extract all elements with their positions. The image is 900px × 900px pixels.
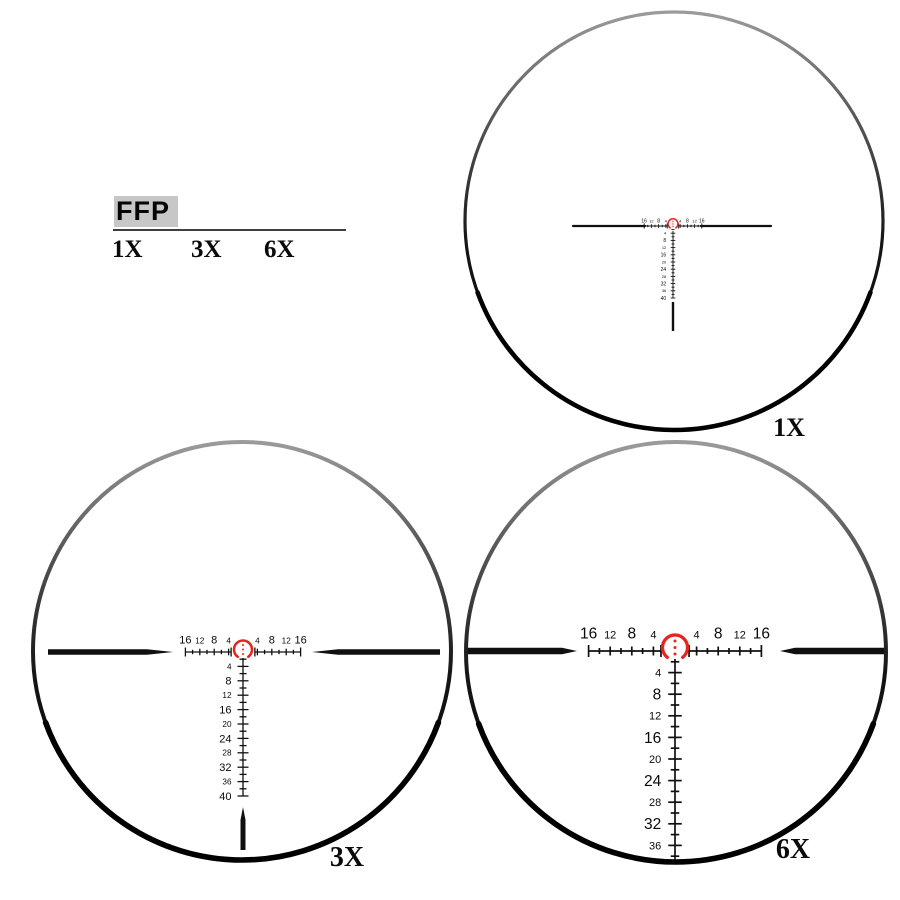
magnification-1x-label: 1X bbox=[112, 236, 143, 263]
ffp-label: FFP bbox=[114, 196, 178, 227]
vertical-number: 8 bbox=[663, 238, 667, 245]
vertical-number: 20 bbox=[649, 753, 662, 766]
vertical-number: 16 bbox=[644, 729, 662, 747]
horizontal-number: 12 bbox=[195, 636, 205, 646]
horizontal-number: 4 bbox=[679, 218, 682, 224]
horizontal-number: 4 bbox=[664, 218, 667, 224]
horizontal-number: 8 bbox=[211, 634, 218, 647]
scope-label-3x: 3X bbox=[329, 842, 365, 873]
vertical-number: 24 bbox=[660, 266, 667, 273]
vertical-number: 28 bbox=[649, 797, 662, 810]
horizontal-number: 8 bbox=[713, 625, 723, 643]
horizontal-number: 16 bbox=[579, 625, 598, 643]
horizontal-number: 4 bbox=[693, 629, 700, 642]
bottom-post bbox=[241, 807, 246, 850]
horizontal-number: 8 bbox=[657, 218, 660, 225]
horizontal-number: 16 bbox=[752, 625, 771, 643]
vertical-number: 16 bbox=[660, 252, 667, 259]
horizontal-number: 16 bbox=[699, 218, 705, 225]
vertical-number: 20 bbox=[222, 719, 232, 729]
horizontal-number: 4 bbox=[226, 636, 231, 646]
vertical-number: 12 bbox=[222, 691, 232, 701]
vertical-number: 32 bbox=[644, 816, 662, 834]
horizontal-number: 16 bbox=[179, 634, 192, 647]
center-dot bbox=[672, 226, 673, 227]
horizontal-number: 12 bbox=[733, 629, 746, 642]
vertical-number: 28 bbox=[661, 273, 667, 279]
scope-view-3x bbox=[33, 442, 451, 873]
vertical-number: 36 bbox=[222, 777, 232, 787]
center-dot bbox=[242, 653, 244, 655]
vertical-number: 32 bbox=[219, 762, 232, 775]
center-dot bbox=[674, 653, 677, 656]
vertical-number: 8 bbox=[652, 686, 662, 704]
bottom-post bbox=[672, 302, 674, 331]
vertical-number: 36 bbox=[661, 288, 667, 294]
center-dot bbox=[672, 221, 673, 222]
ffp-underline bbox=[113, 229, 346, 231]
horizontal-number: 16 bbox=[294, 634, 307, 647]
center-dot bbox=[672, 223, 673, 224]
vertical-number: 24 bbox=[644, 773, 662, 791]
vertical-number: 4 bbox=[664, 230, 667, 236]
vertical-number: 36 bbox=[649, 840, 662, 853]
vertical-number: 24 bbox=[219, 733, 232, 746]
vertical-number: 40 bbox=[219, 790, 232, 803]
center-dot bbox=[674, 646, 677, 649]
vertical-number: 20 bbox=[661, 259, 667, 265]
right-horizontal-post bbox=[312, 649, 440, 654]
vertical-number: 40 bbox=[660, 295, 667, 302]
right-horizontal-post bbox=[780, 648, 884, 654]
vertical-number: 8 bbox=[225, 675, 232, 688]
scope-label-1x: 1X bbox=[773, 413, 805, 442]
vertical-number: 4 bbox=[655, 667, 662, 680]
left-horizontal-post bbox=[48, 649, 173, 654]
magnification-3x-label: 3X bbox=[191, 236, 222, 263]
scope-label-6x: 6X bbox=[775, 834, 811, 865]
vertical-number: 16 bbox=[219, 704, 232, 717]
horizontal-number: 8 bbox=[627, 625, 637, 643]
horizontal-number: 12 bbox=[604, 629, 617, 642]
horizontal-number: 4 bbox=[255, 636, 260, 646]
magnification-6x-label: 6X bbox=[264, 236, 295, 263]
horizontal-number: 8 bbox=[686, 218, 689, 225]
horizontal-number: 12 bbox=[649, 218, 654, 224]
vertical-number: 32 bbox=[660, 281, 667, 288]
scope-view-6x bbox=[466, 442, 886, 865]
center-dot bbox=[674, 640, 677, 643]
vertical-number: 12 bbox=[649, 710, 662, 723]
vertical-number: 28 bbox=[222, 748, 232, 758]
horizontal-number: 8 bbox=[268, 634, 275, 647]
scope-view-1x bbox=[465, 12, 883, 442]
vertical-number: 12 bbox=[661, 244, 667, 250]
horizontal-number: 16 bbox=[641, 218, 647, 225]
center-dot bbox=[242, 648, 244, 650]
horizontal-number: 12 bbox=[692, 218, 697, 224]
horizontal-number: 12 bbox=[281, 636, 291, 646]
scope-ring-lower bbox=[479, 724, 874, 862]
left-horizontal-post bbox=[468, 648, 577, 654]
center-dot bbox=[242, 644, 244, 646]
horizontal-number: 4 bbox=[650, 629, 657, 642]
vertical-number: 4 bbox=[226, 662, 232, 672]
